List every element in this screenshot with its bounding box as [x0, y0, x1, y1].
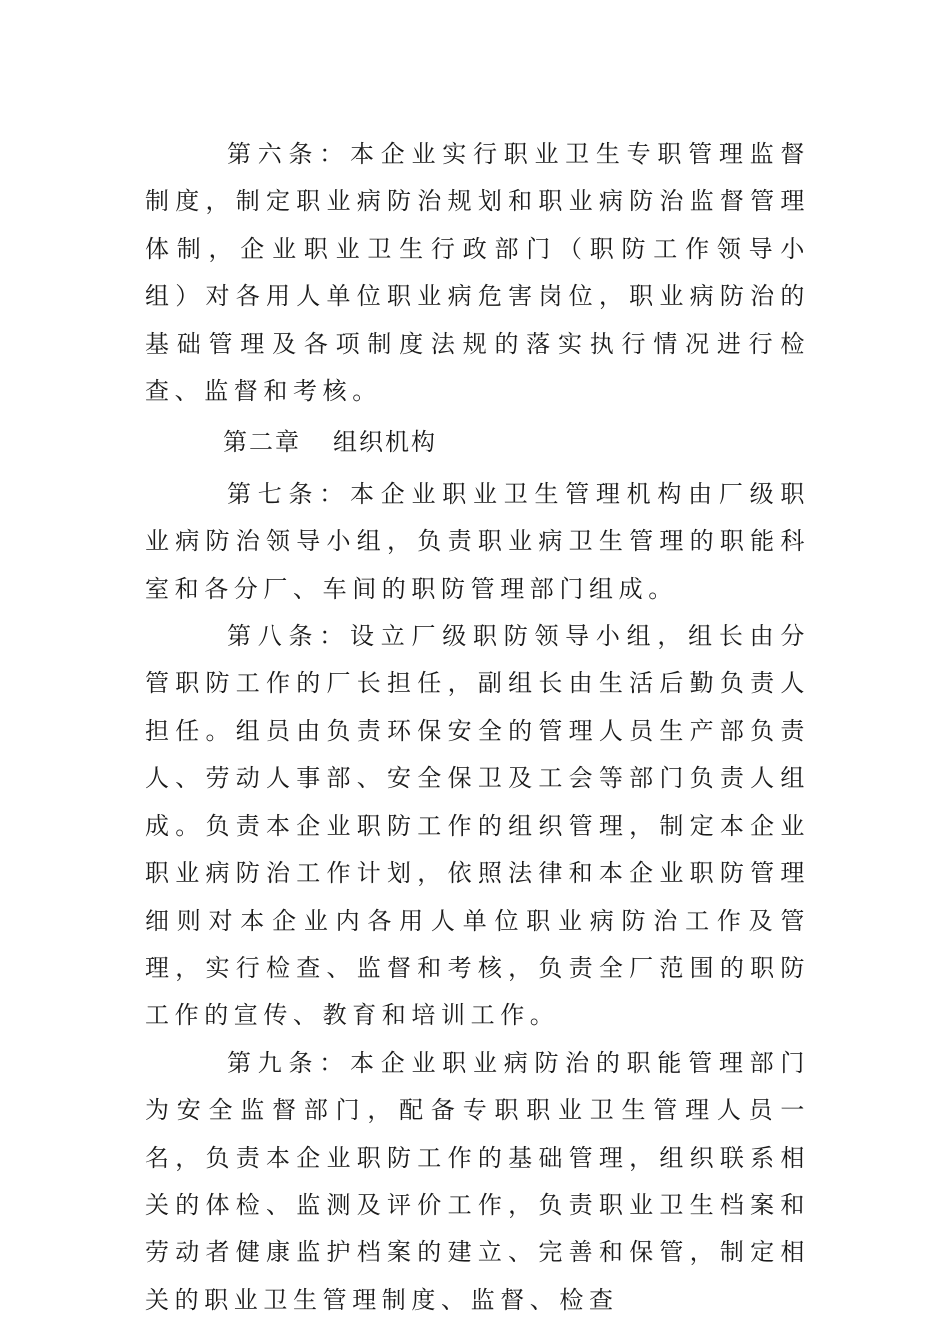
article-9-paragraph: 第九条：本企业职业病防治的职能管理部门为安全监督部门，配备专职职业卫生管理人员一名，负责本企业职防工作的基础管理，组织联系相关的体检、监测及评价工作，负责职业卫生档案和劳动者健康监护档案的建立、完善和保管，制定相关的职业卫生管理制度、监督、检查: [145, 1048, 810, 1314]
document-body: [145, 131, 810, 1324]
chapter-number: 第二章: [223, 428, 301, 457]
article-8-paragraph: 第八条：设立厂级职防领导小组，组长由分管职防工作的厂长担任，副组长由生活后勤负责人担任。组员由负责环保安全的管理人员生产部负责人、劳动人事部、安全保卫及工会等部门负责人组成。负责本企业职防工作的组织管理，制定本企业职业病防治工作计划，依照法律和本企业职防管理细则对本企业内各用人单位职业病防治工作及管理，实行检查、监督和考核，负责全厂范围的职防工作的宣传、教育和培训工作。: [145, 622, 810, 1030]
chapter-title: 组织机构: [333, 428, 437, 457]
chapter-heading: [145, 419, 810, 466]
article-7-paragraph: 第七条：本企业职业卫生管理机构由厂级职业病防治领导小组，负责职业病卫生管理的职能科室和各分厂、车间的职防管理部门组成。: [145, 479, 810, 603]
article-6-paragraph: 第六条：本企业实行职业卫生专职管理监督制度，制定职业病防治规划和职业病防治监督管理体制，企业职业卫生行政部门（职防工作领导小组）对各用人单位职业病危害岗位，职业病防治的基础管理及各项制度法规的落实执行情况进行检查、监督和考核。: [145, 140, 810, 406]
